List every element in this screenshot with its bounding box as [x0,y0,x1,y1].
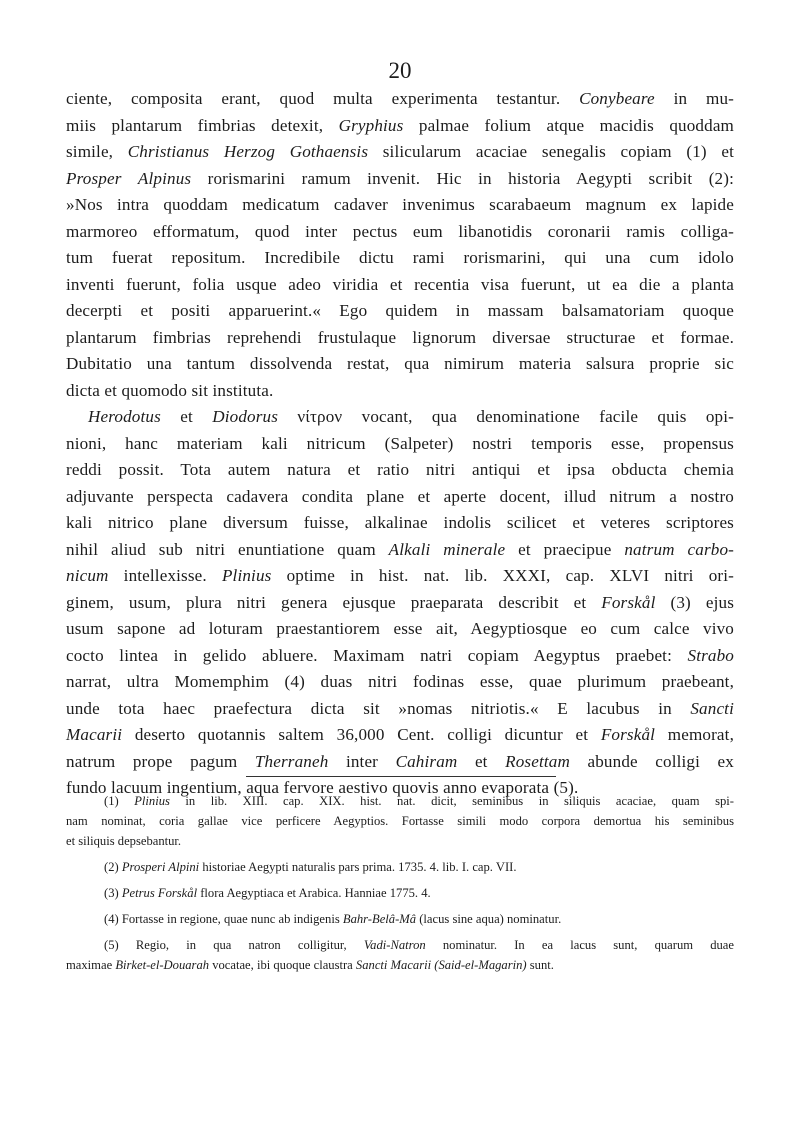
paragraph-2 [66,404,734,802]
footnote-line: et siliquis depsebantur. [66,834,182,848]
text-line: dicta et quomodo sit instituta. [66,380,274,400]
text-line: nicum intellexisse. Plinius optime in hist. nat. lib. XXXI, cap. XLVI nitri ori- [66,566,734,585]
text-line: Dubitatio una tantum dissolvenda restat, qua nimirum materia salsura proprie sic [66,354,734,373]
text-line: Macarii deserto quotannis saltem 36,000 Cent. colligi dicuntur et Forskål memorat, [66,725,734,744]
text-line: plantarum fimbrias reprehendi frustulaque lignorum diversae structurae et formae. [66,327,734,347]
text-line: cocto lintea in gelido abluere. Maximam natri copiam Aegyptus praebet: Strabo [66,645,734,665]
text-line: nioni, hanc materiam kali nitricum (Salpeter) nostri temporis esse, propensus [66,433,734,453]
text-line: Herodotus et Diodorus νίτρον vocant, qua denominatione facile quis opi- [88,407,734,426]
footnote-line: (5) Regio, in qua natron colligitur, Vadi-Natron nominatur. In ea lacus sunt, quarum duae [104,938,734,952]
text-line: kali nitrico plane diversum fuisse, alkalinae indolis scilicet et veteres scriptores [66,513,734,532]
footnote-line: (3) Petrus Forskål flora Aegyptiaca et Arabica. Hanniae 1775. 4. [104,886,431,900]
main-text [66,86,734,802]
footnote-line: (1) Plinius in lib. XIII. cap. XIX. hist. nat. dicit, seminibus in siliquis acaciae, quam spi- [104,794,734,808]
footnote-line: maximae Birket-el-Douarah vocatae, ibi quoque claustra Sancti Macarii (Said-el-Magarin) sunt. [66,958,554,972]
text-line: fundo lacuum ingentium, aqua fervore aestivo quovis anno evaporata (5). [66,778,579,797]
text-line: natrum prope pagum Therraneh inter Cahiram et Rosettam abunde colligi ex [66,751,734,771]
footnote [66,935,734,975]
text-line: marmoreo efformatum, quod inter pectus eum libanotidis coronarii ramis colliga- [66,221,734,241]
text-line: nihil aliud sub nitri enuntiatione quam Alkali minerale et praecipue natrum carbo- [66,539,734,559]
text-line: tum fuerat repositum. Incredibile dictu rami rorismarini, qui una cum idolo [66,248,734,267]
text-line: unde tota haec praefectura dicta sit »nomas nitriotis.« E lacubus in Sancti [66,698,734,718]
footnote [66,909,734,929]
footnotes [66,791,734,981]
footnote-divider [246,776,556,777]
text-line: ginem, usum, plura nitri genera ejusque praeparata describit et Forskål (3) ejus [66,592,734,612]
text-line: miis plantarum fimbrias detexit, Gryphius palmae folium atque macidis quoddam [66,115,735,135]
footnote-line: nam nominat, coria gallae vice perficere Aegyptios. Fortasse simili modo corpora demortua his seminibus [66,814,734,828]
paragraph-1 [66,86,734,404]
text-line: adjuvante perspecta cadavera condita plane et aperte docent, illud nitrum a nostro [66,486,734,506]
page-number: 20 [388,58,412,83]
text-line: narrat, ultra Momemphim (4) duas nitri fodinas esse, quae plurimum praebeant, [66,672,734,691]
text-line: reddi possit. Tota autem natura et ratio nitri antiqui et ipsa obducta chemia [66,460,734,479]
text-line: »Nos intra quoddam medicatum cadaver invenimus scarabaeum magnum ex lapide [66,195,734,214]
footnote-line: (2) Prosperi Alpini historiae Aegypti naturalis pars prima. 1735. 4. lib. I. cap. VII. [104,860,517,874]
text-line: usum sapone ad loturam praestantiorem esse ait, Aegyptiosque eo cum calce vivo [66,619,734,638]
text-line: inventi fuerunt, folia usque adeo viridia et recentia visa fuerunt, ut ea die a planta [66,274,734,294]
text-line: ciente, composita erant, quod multa experimenta testantur. Conybeare in mu- [66,89,734,108]
footnote [66,883,734,903]
footnote-line: (4) Fortasse in regione, quae nunc ab indigenis Bahr-Belâ-Mâ (lacus sine aqua) nominatur. [104,912,562,926]
text-line: simile, Christianus Herzog Gothaensis silicularum acaciae senegalis copiam (1) et [66,142,735,161]
footnote [66,857,734,877]
footnote [66,791,734,851]
text-line: Prosper Alpinus rorismarini ramum invenit. Hic in historia Aegypti scribit (2): [66,168,734,188]
text-line: decerpti et positi apparuerint.« Ego quidem in massam balsamatoriam quoque [66,301,734,320]
